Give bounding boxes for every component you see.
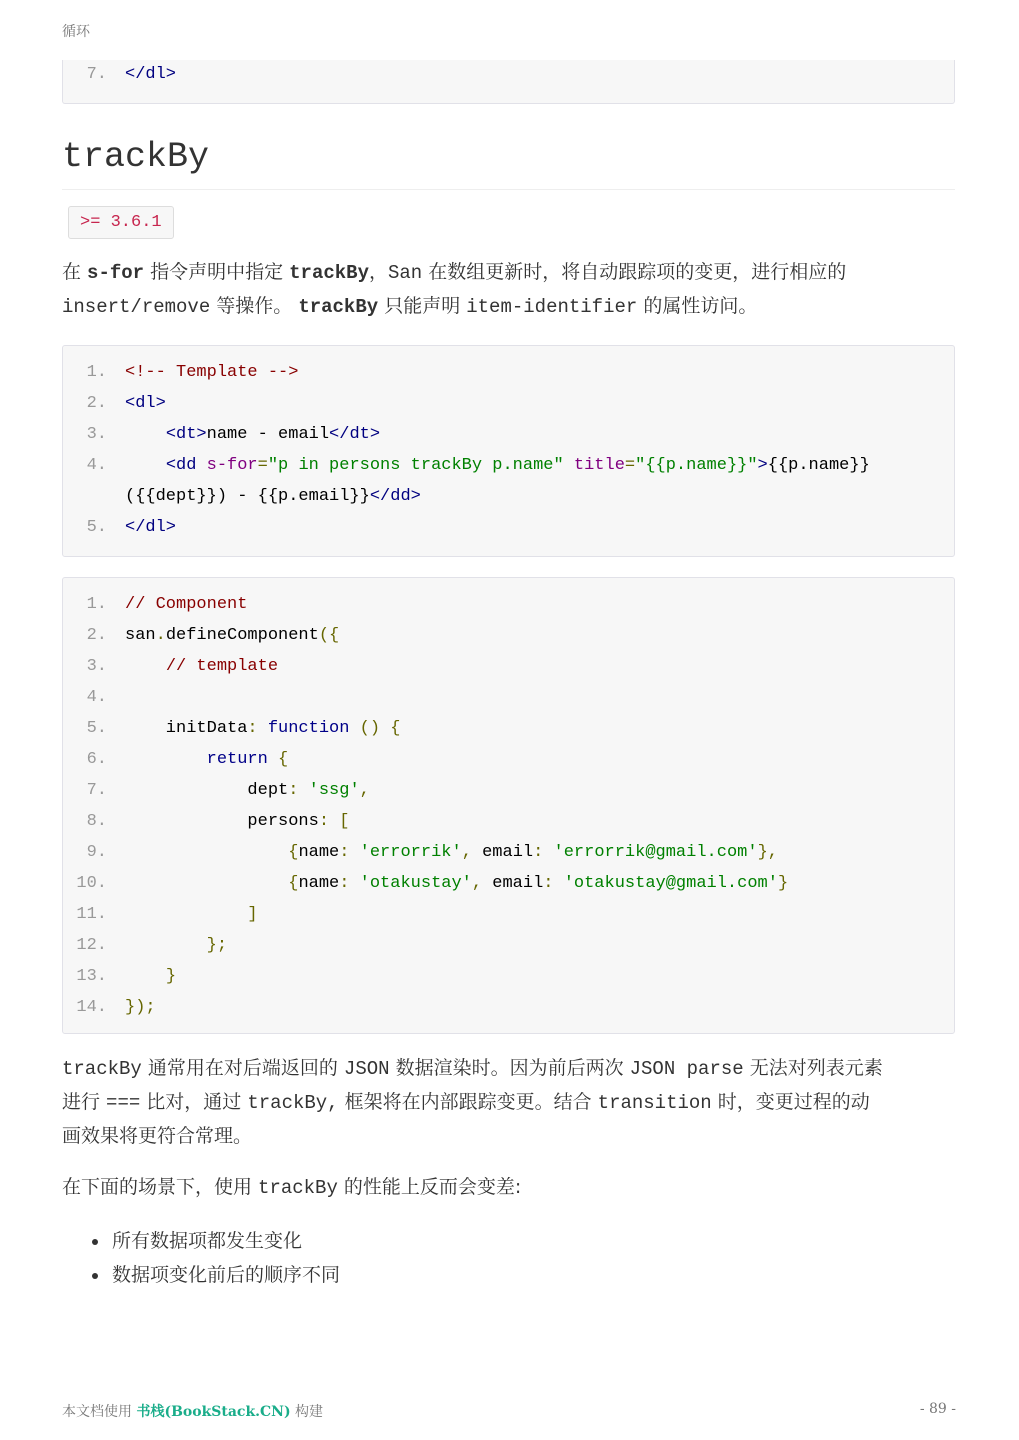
line-number: 1. (86, 595, 107, 614)
inline-code: trackBy (298, 296, 379, 318)
code-line (63, 651, 954, 682)
inline-code: JSON parse (629, 1058, 744, 1080)
code-text: persons: [ (125, 812, 350, 831)
line-number: 10. (76, 874, 107, 893)
code-block-continued (62, 60, 955, 104)
line-number: 11. (76, 905, 107, 924)
code-line (63, 806, 954, 837)
inline-code: trackBy (258, 1177, 338, 1199)
code-line (63, 419, 954, 450)
code-text: // Component (125, 595, 248, 614)
inline-code: item-identifier (466, 296, 638, 318)
running-header: 循环 (62, 24, 90, 40)
code-line (63, 961, 954, 992)
code-line (63, 930, 954, 961)
code-line (63, 620, 954, 651)
code-line (63, 682, 954, 713)
line-number: 5. (86, 719, 107, 738)
line-number: 3. (86, 657, 107, 676)
code-line (63, 713, 954, 744)
code-text: <dt>name - email</dt> (165, 425, 381, 444)
inline-code: trackBy (289, 262, 369, 284)
inline-code: s-for (87, 262, 145, 284)
code-line (63, 388, 954, 419)
intro-paragraph: 在 s-for 指令声明中指定 trackBy，San 在数组更新时，将自动跟踪项的变更，进行相应的 insert/remove 等操作。 trackBy 只能声明 item-identifier 的属性访问。 (62, 261, 847, 318)
line-number: 12. (76, 936, 107, 955)
bookstack-link[interactable]: 书栈(BookStack.CN) (136, 1404, 291, 1420)
code-text: }; (206, 936, 228, 955)
section-title: trackBy (62, 137, 210, 177)
code-line (63, 744, 954, 775)
inline-code: transition (597, 1092, 712, 1114)
code-text: initData: function () { (125, 719, 401, 738)
code-text: return { (206, 750, 289, 769)
line-number: 13. (76, 967, 107, 986)
code-line (63, 899, 954, 930)
line-number: 4. (86, 688, 107, 707)
code-text: {name: 'otakustay', email: 'otakustay@gmail.com'} (288, 874, 789, 893)
code-line (63, 450, 954, 481)
inline-code: trackBy, (247, 1092, 339, 1114)
line-number: 3. (86, 425, 107, 444)
code-text: ] (247, 905, 258, 924)
component-code-block (62, 577, 955, 1034)
code-text: <dl> (125, 394, 166, 413)
code-line (63, 992, 954, 1023)
inline-code: insert/remove (62, 296, 211, 318)
list-item: 数据项变化前后的顺序不同 (62, 1258, 340, 1292)
line-number: 5. (86, 518, 107, 537)
code-text: }); (125, 998, 156, 1017)
template-code-block (62, 345, 955, 557)
code-line (63, 512, 954, 543)
inline-code: === (106, 1092, 141, 1114)
code-line (63, 589, 954, 620)
scenario-paragraph: 在下面的场景下，使用 trackBy 的性能上反而会变差: (62, 1176, 522, 1199)
list-item: 所有数据项都发生变化 (62, 1224, 340, 1258)
code-text: {name: 'errorrik', email: 'errorrik@gmail.com'}, (288, 843, 778, 862)
line-number: 9. (86, 843, 107, 862)
line-number: 1. (86, 363, 107, 382)
code-line (63, 868, 954, 899)
version-badge: >= 3.6.1 (68, 206, 174, 239)
line-number: 2. (86, 394, 107, 413)
code-text: <dd s-for="p in persons trackBy p.name" title="{{p.name}}">{{p.name}} (165, 456, 870, 475)
inline-code: San (388, 262, 423, 284)
inline-code: JSON (343, 1058, 390, 1080)
line-number: 7. (86, 781, 107, 800)
line-number: 7. (86, 65, 107, 84)
code-text: san.defineComponent({ (125, 626, 340, 645)
code-line (63, 59, 954, 90)
code-text: <!-- Template --> (125, 363, 299, 382)
inline-code: trackBy (62, 1058, 142, 1080)
line-number: 2. (86, 626, 107, 645)
line-number: 14. (76, 998, 107, 1017)
explanation-paragraph: trackBy 通常用在对后端返回的 JSON 数据渲染时。因为前后两次 JSON parse 无法对列表元素 进行 === 比对，通过 trackBy, 框架将在内部跟踪变更。结合 transition 时，变更过程的动 画效果将更符合常理。 (62, 1057, 883, 1147)
line-number: 6. (86, 750, 107, 769)
footer-credit: 本文档使用 书栈(BookStack.CN) 构建 (62, 1404, 324, 1420)
code-line (63, 775, 954, 806)
line-number: 8. (86, 812, 107, 831)
code-text: </dl> (125, 65, 177, 84)
code-text: dept: 'ssg', (125, 781, 370, 800)
code-line (63, 837, 954, 868)
line-number: 4. (86, 456, 107, 475)
scenario-list (62, 1224, 340, 1292)
code-text: </dl> (125, 518, 177, 537)
page-number: - 89 - (919, 1401, 956, 1417)
code-line (63, 481, 954, 512)
title-divider (62, 189, 955, 190)
code-text: // template (165, 657, 279, 676)
code-line (63, 357, 954, 388)
code-text: ({{dept}}) - {{p.email}}</dd> (125, 487, 421, 506)
code-text: } (165, 967, 177, 986)
